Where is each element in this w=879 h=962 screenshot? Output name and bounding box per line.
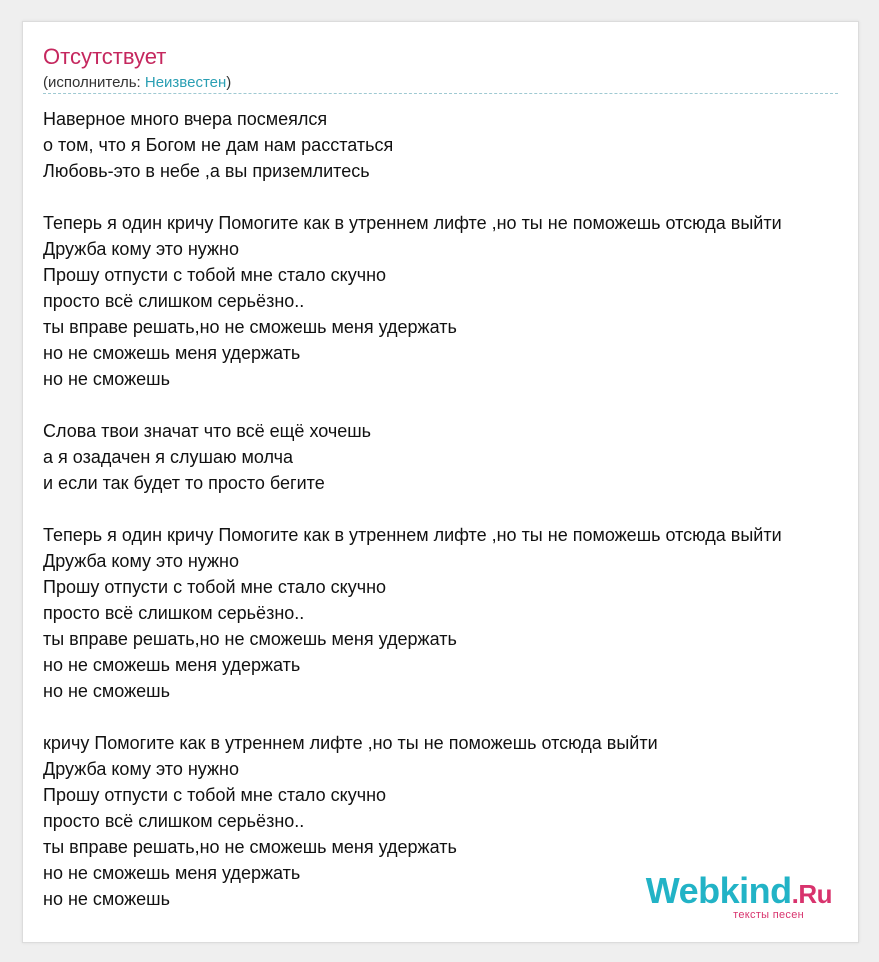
lyric-line: ты вправе решать,но не сможешь меня удержать	[43, 317, 457, 337]
lyric-line: Прошу отпусти с тобой мне стало скучно	[43, 577, 387, 597]
lyrics-text	[43, 106, 859, 912]
lyric-line: ты вправе решать,но не сможешь меня удержать	[43, 629, 457, 649]
site-logo[interactable]	[632, 870, 832, 920]
lyric-line: Слова твои значат что всё ещё хочешь	[43, 421, 372, 441]
title-divider	[43, 93, 838, 94]
lyric-line: Прошу отпусти с тобой мне стало скучно	[43, 265, 387, 285]
lyric-line: о том, что я Богом не дам нам расстаться	[43, 135, 394, 155]
logo-wordmark	[646, 870, 832, 912]
lyric-line: но не сможешь меня удержать	[43, 655, 301, 675]
lyric-line: и если так будет то просто бегите	[43, 473, 325, 493]
lyric-line: Прошу отпусти с тобой мне стало скучно	[43, 785, 387, 805]
lyrics-card	[22, 21, 859, 943]
lyric-line: Дружба кому это нужно	[43, 759, 239, 779]
lyric-line: Теперь я один кричу Помогите как в утреннем лифте ,но ты не поможешь отсюда выйти	[43, 213, 782, 233]
lyric-line: а я озадачен я слушаю молча	[43, 447, 293, 467]
lyric-line: но не сможешь	[43, 889, 170, 909]
artist-prefix: (исполнитель:	[43, 74, 145, 91]
lyric-line: кричу Помогите как в утреннем лифте ,но ты не поможешь отсюда выйти	[43, 733, 658, 753]
artist-line	[43, 74, 231, 91]
song-title: Отсутствует	[43, 44, 167, 69]
logo-brand: Webkind	[645, 870, 792, 911]
lyric-line: просто всё слишком серьёзно..	[43, 811, 305, 831]
stanza-break	[43, 184, 859, 210]
logo-tagline: тексты песен	[733, 909, 804, 921]
logo-tld: .Ru	[791, 879, 832, 909]
lyric-line: просто всё слишком серьёзно..	[43, 603, 305, 623]
artist-suffix: )	[226, 74, 232, 91]
artist-link[interactable]: Неизвестен	[144, 74, 227, 91]
lyric-line: но не сможешь	[43, 681, 170, 701]
stanza-break	[43, 392, 859, 418]
stanza-break	[43, 704, 859, 730]
lyric-line: но не сможешь	[43, 369, 170, 389]
lyric-line: Теперь я один кричу Помогите как в утреннем лифте ,но ты не поможешь отсюда выйти	[43, 525, 782, 545]
lyric-line: Дружба кому это нужно	[43, 239, 239, 259]
lyric-line: ты вправе решать,но не сможешь меня удержать	[43, 837, 457, 857]
lyric-line: просто всё слишком серьёзно..	[43, 291, 305, 311]
lyric-line: Наверное много вчера посмеялся	[43, 109, 328, 129]
lyric-line: но не сможешь меня удержать	[43, 863, 301, 883]
lyric-line: Дружба кому это нужно	[43, 551, 239, 571]
lyric-line: но не сможешь меня удержать	[43, 343, 301, 363]
stanza-break	[43, 496, 859, 522]
lyric-line: Любовь-это в небе ,а вы приземлитесь	[43, 161, 370, 181]
